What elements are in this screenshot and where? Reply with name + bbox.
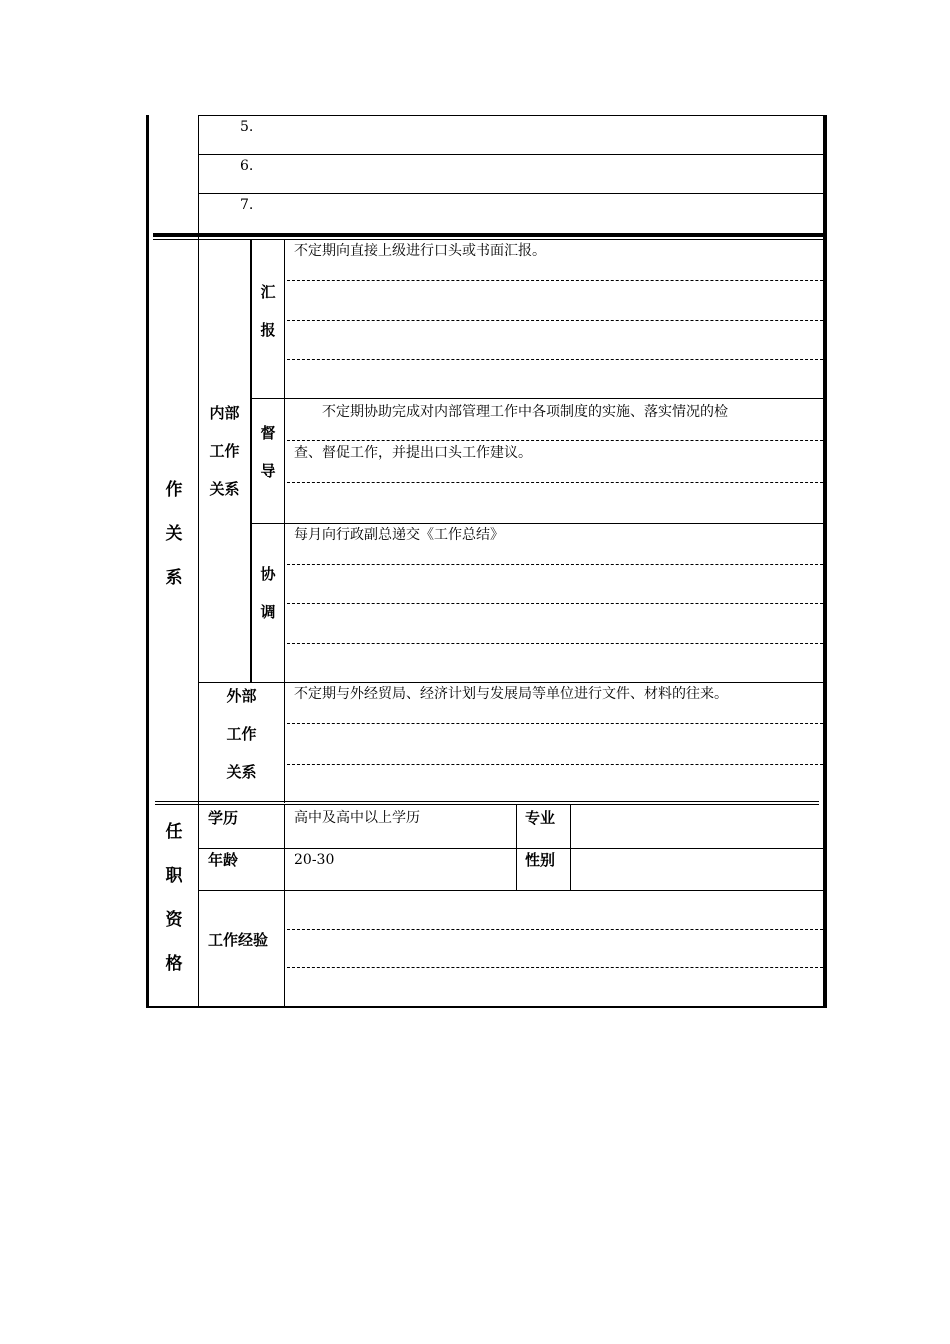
section-separator xyxy=(155,804,819,805)
external-text: 不定期与外经贸局、经济计划与发展局等单位进行文件、材料的往来。 xyxy=(294,686,728,702)
blank-line xyxy=(287,320,823,321)
left-border-thick xyxy=(146,115,149,1008)
coordinate-text: 每月向行政副总递交《工作总结》 xyxy=(294,527,504,543)
blank-line xyxy=(287,929,823,930)
label-char: 职 xyxy=(165,866,183,886)
section-separator xyxy=(155,801,819,802)
blank-line xyxy=(287,603,823,604)
label-line: 关系 xyxy=(209,480,240,498)
label-char: 作 xyxy=(165,480,183,500)
label-char: 格 xyxy=(165,954,183,974)
row-line xyxy=(198,682,824,683)
major-label: 专业 xyxy=(525,809,556,827)
education-value: 高中及高中以上学历 xyxy=(294,810,420,826)
blank-line xyxy=(287,440,823,441)
label-char: 系 xyxy=(165,568,183,588)
row-line xyxy=(250,398,824,399)
label-char: 汇 xyxy=(260,283,276,301)
label-char: 导 xyxy=(260,462,276,480)
label-line: 外部 xyxy=(226,687,257,705)
row-line xyxy=(198,890,824,891)
report-label xyxy=(252,283,284,339)
blank-line xyxy=(287,482,823,483)
label-char: 报 xyxy=(260,321,276,339)
label-char: 任 xyxy=(165,822,183,842)
supervise-text-line1: 不定期协助完成对内部管理工作中各项制度的实施、落实情况的检 xyxy=(322,404,728,420)
qual-divider xyxy=(570,804,571,890)
supervise-label xyxy=(252,424,284,480)
blank-line xyxy=(287,280,823,281)
education-label: 学历 xyxy=(208,809,239,827)
bottom-border xyxy=(146,1006,827,1008)
report-text: 不定期向直接上级进行口头或书面汇报。 xyxy=(294,243,546,259)
row-line xyxy=(198,193,824,194)
label-char: 督 xyxy=(260,424,276,442)
blank-line xyxy=(287,643,823,644)
duty-item-7: 7. xyxy=(240,197,254,213)
label-line: 内部 xyxy=(209,404,240,422)
work-relations-label xyxy=(150,480,198,588)
label-line: 工作 xyxy=(226,725,257,743)
right-border-thick xyxy=(823,115,827,1008)
label-char: 协 xyxy=(260,565,276,583)
gender-label: 性别 xyxy=(525,851,556,869)
label-char: 调 xyxy=(260,603,276,621)
experience-label: 工作经验 xyxy=(208,931,269,949)
qual-divider xyxy=(516,804,517,890)
coordinate-label xyxy=(252,565,284,621)
label-line: 工作 xyxy=(209,442,240,460)
internal-relations-label xyxy=(199,404,250,498)
qual-divider xyxy=(284,804,285,1008)
label-line: 关系 xyxy=(226,763,257,781)
blank-line xyxy=(287,967,823,968)
row-line xyxy=(198,115,824,116)
duty-item-5: 5. xyxy=(240,119,254,135)
blank-line xyxy=(287,764,823,765)
label-char: 关 xyxy=(165,524,183,544)
content-divider xyxy=(284,239,285,803)
supervise-text-line2: 查、督促工作，并提出口头工作建议。 xyxy=(294,445,532,461)
qualifications-label xyxy=(150,822,198,974)
row-line xyxy=(250,523,824,524)
duty-item-6: 6. xyxy=(240,158,254,174)
age-value: 20-30 xyxy=(294,852,335,868)
col-divider-1 xyxy=(198,115,199,1008)
blank-line xyxy=(287,564,823,565)
blank-line xyxy=(287,359,823,360)
blank-line xyxy=(287,723,823,724)
row-line xyxy=(198,154,824,155)
section-separator-thin xyxy=(153,239,823,240)
age-label: 年龄 xyxy=(208,851,239,869)
external-relations-label xyxy=(199,687,284,781)
label-char: 资 xyxy=(165,910,183,930)
section-separator xyxy=(153,233,823,237)
row-line xyxy=(198,848,824,849)
